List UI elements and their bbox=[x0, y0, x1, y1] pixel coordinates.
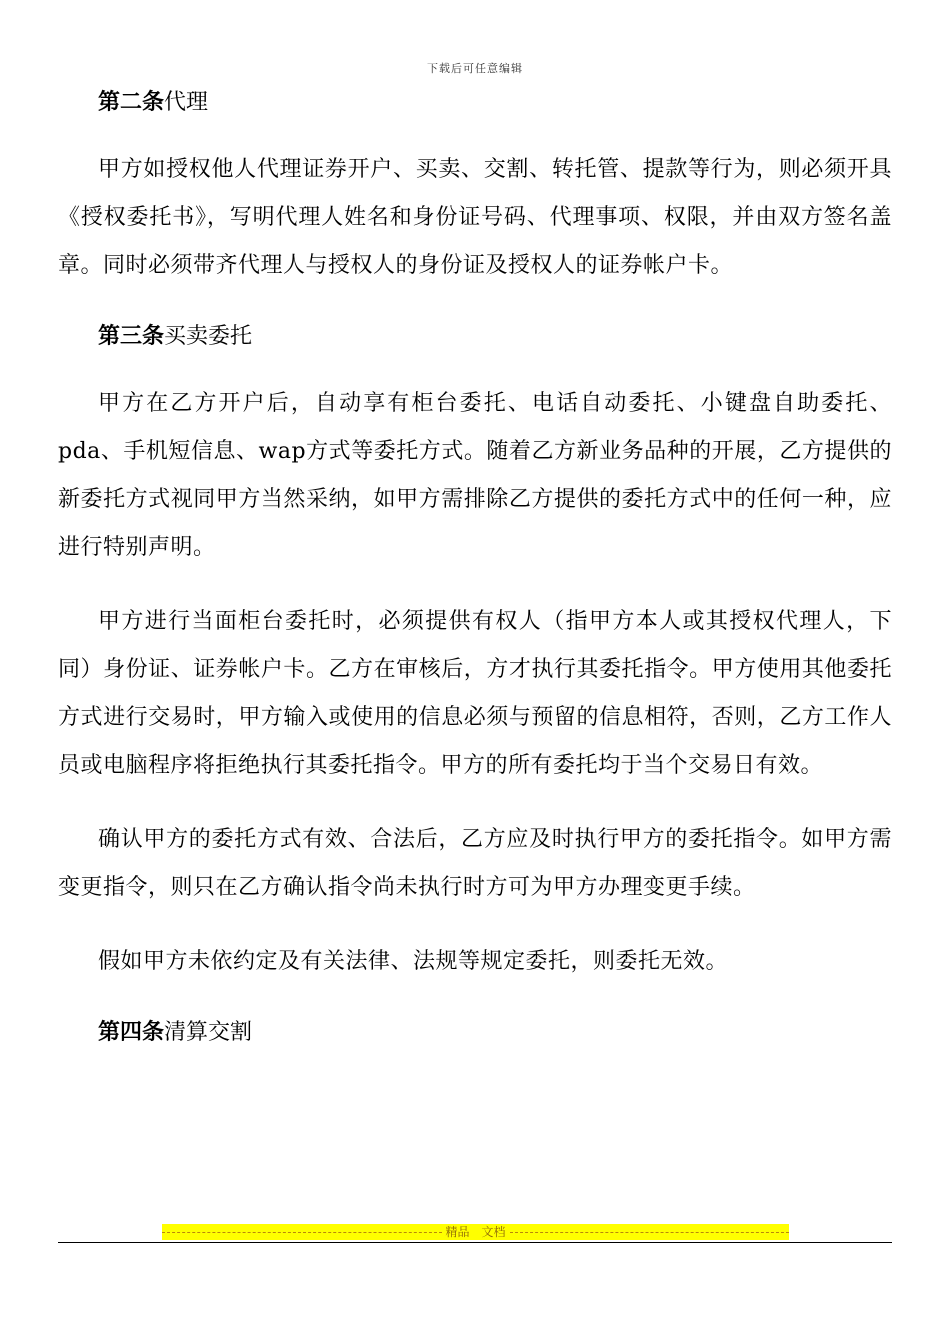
paragraph: 甲方进行当面柜台委托时，必须提供有权人（指甲方本人或其授权代理人，下同）身份证、证券帐户卡。乙方在审核后，方才执行其委托指令。甲方使用其他委托方式进行交易时，甲方输入或使用的信息必须与预留的信息相符，否则，乙方工作人员或电脑程序将拒绝执行其委托指令。甲方的所有委托均于当个交易日有效。 bbox=[58, 609, 892, 778]
section-title: 代理 bbox=[164, 90, 209, 115]
section-title: 清算交割 bbox=[164, 1020, 253, 1045]
section-title: 买卖委托 bbox=[164, 324, 253, 349]
document-body bbox=[58, 82, 892, 1052]
section-number: 第三条 bbox=[98, 324, 165, 349]
footer-banner bbox=[162, 1224, 789, 1240]
section-heading-4 bbox=[58, 1012, 892, 1052]
section-heading-2 bbox=[58, 82, 892, 122]
header-note: 下载后可任意编辑 bbox=[427, 62, 523, 75]
section-number: 第二条 bbox=[98, 90, 165, 115]
paragraph: 甲方在乙方开户后，自动享有柜台委托、电话自动委托、小键盘自助委托、pda、手机短信息、wap方式等委托方式。随着乙方新业务品种的开展，乙方提供的新委托方式视同甲方当然采纳，如甲方需排除乙方提供的委托方式中的任何一种，应进行特别声明。 bbox=[58, 391, 892, 560]
paragraph: 甲方如授权他人代理证券开户、买卖、交割、转托管、提款等行为，则必须开具《授权委托书》，写明代理人姓名和身份证号码、代理事项、权限，并由双方签名盖章。同时必须带齐代理人与授权人的身份证及授权人的证券帐户卡。 bbox=[58, 157, 892, 278]
section-heading-3 bbox=[58, 316, 892, 356]
footer-dash-left bbox=[162, 1231, 442, 1233]
footer-dash-right bbox=[510, 1231, 789, 1233]
footer-label: 精品 文档 bbox=[445, 1225, 506, 1239]
footer-divider bbox=[58, 1242, 892, 1243]
section-number: 第四条 bbox=[98, 1020, 165, 1045]
paragraph: 假如甲方未依约定及有关法律、法规等规定委托，则委托无效。 bbox=[98, 949, 729, 974]
paragraph: 确认甲方的委托方式有效、合法后，乙方应及时执行甲方的委托指令。如甲方需变更指令，则只在乙方确认指令尚未执行时方可为甲方办理变更手续。 bbox=[58, 827, 892, 900]
